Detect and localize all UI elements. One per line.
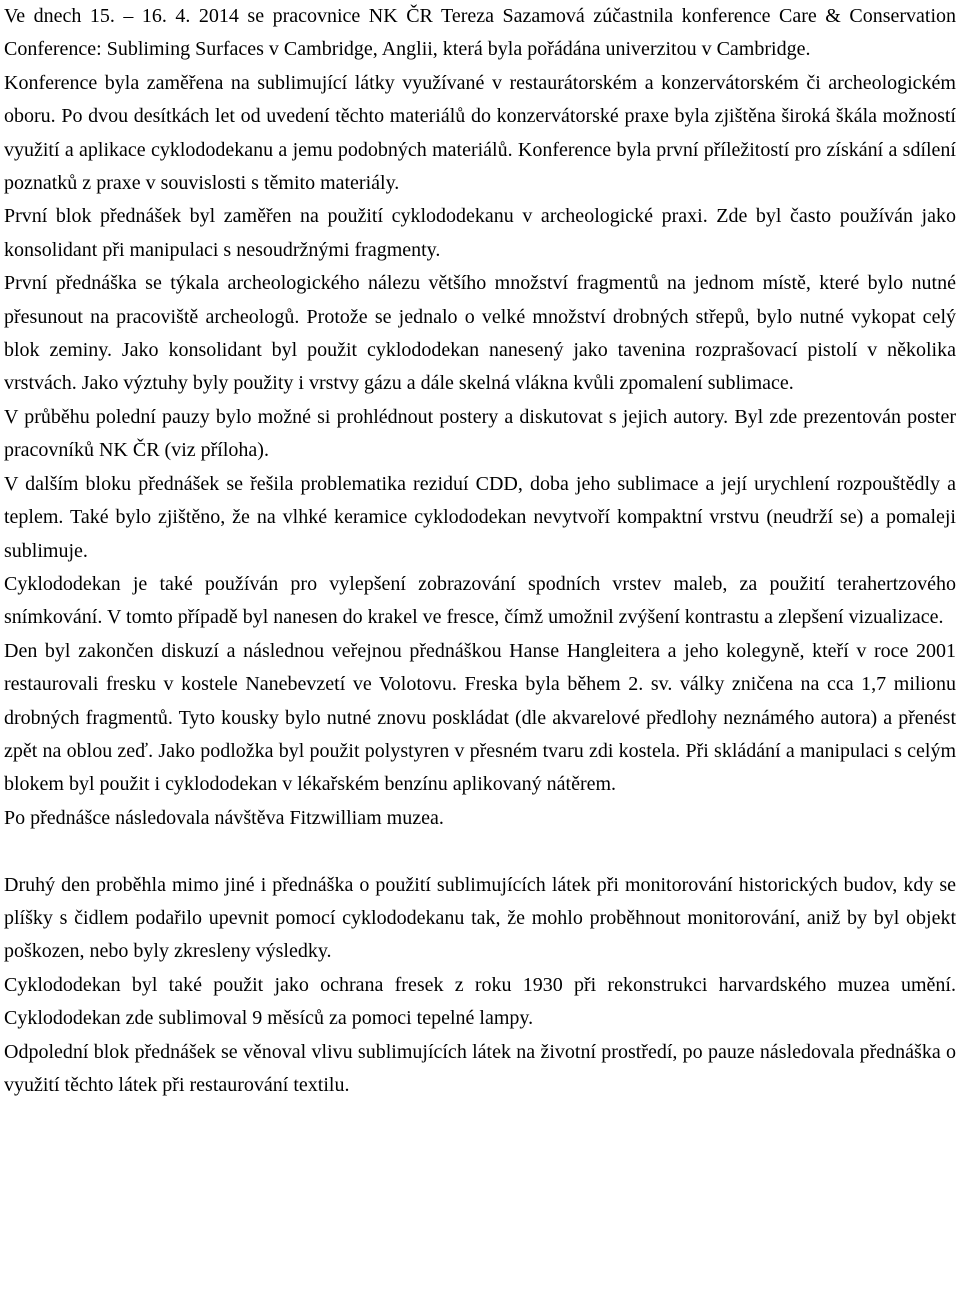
paragraph-harvard: Cyklododekan byl také použit jako ochrana fresek z roku 1930 při rekonstrukci harvardského muzea umění. Cyklododekan zde sublimoval 9 měsíců za pomoci tepelné lampy.	[4, 973, 956, 1030]
paragraph-museum-visit: Po přednášce následovala návštěva Fitzwilliam muzea.	[4, 806, 444, 829]
paragraph-intro: Ve dnech 15. – 16. 4. 2014 se pracovnice NK ČR Tereza Sazamová zúčastnila konference Care & Conservation Conference: Subliming Surfaces v Cambridge, Anglii, která byla pořádána univerzitou v Cambridge.	[4, 5, 956, 61]
paragraph-conference-focus: Konference byla zaměřena na sublimující látky využívané v restaurátorském a konzervátorském či archeologickém oboru. Po dvou desítkách let od uvedení těchto materiálů do konzervátorské praxe byla zjištěna široká škála možností využití a aplikace cyklododekanu a jemu podobných materiálů. Konference byla první příležitostí pro získání a sdílení poznatků z praxe v souvislosti s těmito materiály.	[4, 71, 956, 195]
paragraph-public-lecture: Den byl zakončen diskuzí a následnou veřejnou přednáškou Hanse Hangleitera a jeho kolegyně, kteří v roce 2001 restaurovali fresku v kostele Nanebevzetí ve Volotovu. Freska byla během 2. sv. války zničena na cca 1,7 milionu drobných fragmentů. Tyto kousky bylo nutné znovu poskládat (dle akvarelové předlohy neznámého autora) a přenést zpět na oblou zeď. Jako podložka byl použit polystyren v přesném tvaru zdi kostela. Při skládání a manipulaci s celým blokem byl použit i cyklododekan v lékařském benzínu aplikovaný nátěrem.	[4, 639, 956, 796]
paragraph-spacer	[4, 835, 956, 868]
paragraph-second-block: V dalším bloku přednášek se řešila problematika reziduí CDD, doba jeho sublimace a její urychlení rozpouštědly a teplem. Také bylo zjištěno, že na vlhké keramice cyklododekan nevytvoří kompaktní vrstvu (neudrží se) a pomaleji sublimuje.	[4, 472, 956, 562]
paragraph-first-lecture: První přednáška se týkala archeologického nálezu většího množství fragmentů na jednom místě, které bylo nutné přesunout na pracoviště archeologů. Protože se jednalo o velké množství drobných střepů, bylo nutné vykopat celý blok zeminy. Jako konsolidant byl použit cyklododekan nanesený jako tavenina rozprašovací pistolí v několika vrstvách. Jako výztuhy byly použity i vrstvy gázu a dále skelná vlákna kvůli zpomalení sublimace.	[4, 272, 956, 395]
paragraph-second-day: Druhý den proběhla mimo jiné i přednáška o použití sublimujících látek při monitorování historických budov, kdy se plíšky s čidlem podařilo upevnit pomocí cyklododekanu tak, že mohlo proběhnout monitorování, aniž by byl objekt poškozen, nebo byly zkresleny výsledky.	[4, 873, 956, 963]
paragraph-lunch-posters: V průběhu polední pauzy bylo možné si prohlédnout postery a diskutovat s jejich autory. Byl zde prezentován poster pracovníků NK ČR (viz příloha).	[4, 405, 956, 462]
paragraph-terahertz: Cyklododekan je také používán pro vylepšení zobrazování spodních vrstev maleb, za použití terahertzového snímkování. V tomto případě byl nanesen do krakel ve fresce, čímž umožnil zvýšení kontrastu a zlepšení vizualizace.	[4, 572, 956, 629]
paragraph-first-block: První blok přednášek byl zaměřen na použití cyklododekanu v archeologické praxi. Zde byl často používán jako konsolidant při manipulaci s nesoudržnými fragmenty.	[4, 205, 956, 261]
paragraph-afternoon-block: Odpolední blok přednášek se věnoval vlivu sublimujících látek na životní prostředí, po pauze následovala přednáška o využití těchto látek při restaurování textilu.	[4, 1040, 956, 1096]
